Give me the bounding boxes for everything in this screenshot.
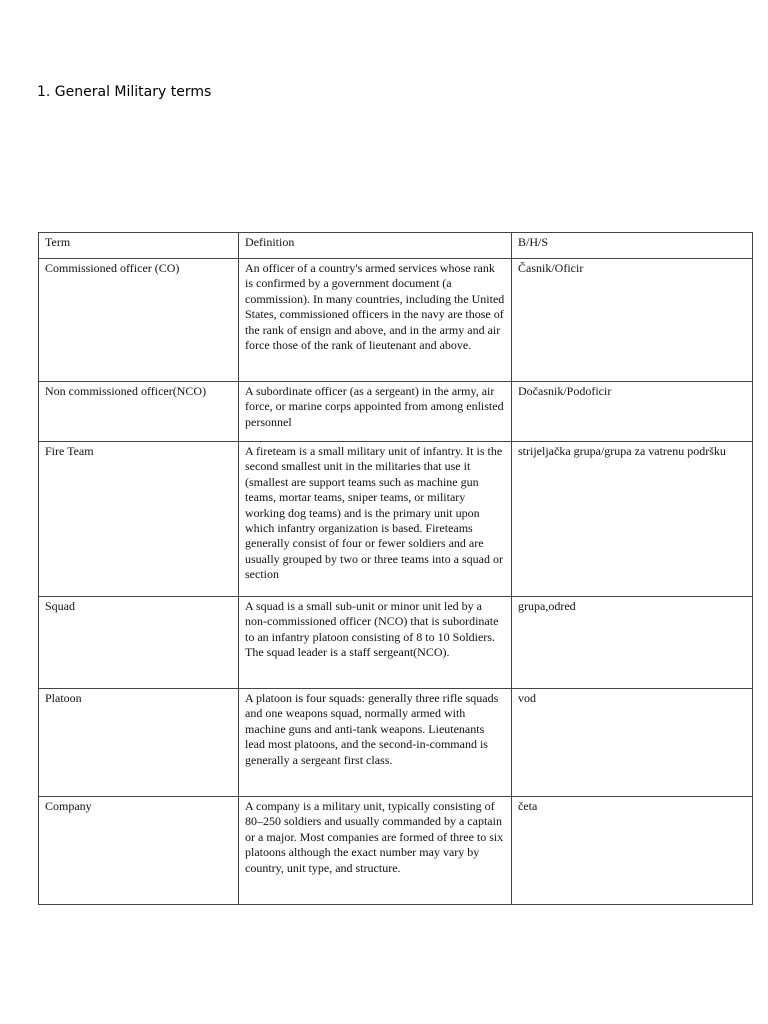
header-definition: Definition bbox=[239, 233, 512, 259]
term-cell: Commissioned officer (CO) bbox=[39, 259, 239, 382]
bhs-cell: vod bbox=[512, 689, 753, 797]
section-heading: 1. General Military terms bbox=[37, 84, 212, 100]
table-row bbox=[39, 597, 753, 689]
definition-cell: A squad is a small sub-unit or minor unit led by a non-commissioned officer (NCO) that is subordinate to an infantry platoon consisting of 8 to 10 Soldiers. The squad leader is a staff sergeant(NCO). bbox=[239, 597, 512, 689]
bhs-cell: grupa,odred bbox=[512, 597, 753, 689]
bhs-cell: Časnik/Oficir bbox=[512, 259, 753, 382]
term-cell: Platoon bbox=[39, 689, 239, 797]
bhs-cell: strijeljačka grupa/grupa za vatrenu podršku bbox=[512, 442, 753, 597]
table-row bbox=[39, 382, 753, 442]
definition-cell: An officer of a country's armed services whose rank is confirmed by a government document (a commission). In many countries, including the United States, commissioned officers in the navy are those of the rank of ensign and above, and in the army and air force those of the rank of lieutenant and above. bbox=[239, 259, 512, 382]
definition-cell: A company is a military unit, typically consisting of 80–250 soldiers and usually commanded by a captain or a major. Most companies are formed of three to six platoons although the exact number may vary by country, unit type, and structure. bbox=[239, 797, 512, 905]
term-cell: Non commissioned officer(NCO) bbox=[39, 382, 239, 442]
header-term: Term bbox=[39, 233, 239, 259]
table-row bbox=[39, 689, 753, 797]
table-header-row bbox=[39, 233, 753, 259]
term-cell: Fire Team bbox=[39, 442, 239, 597]
definition-cell: A fireteam is a small military unit of infantry. It is the second smallest unit in the militaries that use it (smallest are support teams such as machine gun teams, mortar teams, sniper teams, or military working dog teams) and is the primary unit upon which infantry organization is based. Fireteams generally consist of four or fewer soldiers and are usually grouped by two or three teams into a squad or section bbox=[239, 442, 512, 597]
table-row bbox=[39, 259, 753, 382]
definition-cell: A platoon is four squads: generally three rifle squads and one weapons squad, normally armed with machine guns and anti-tank weapons. Lieutenants lead most platoons, and the second-in-command is generally a sergeant first class. bbox=[239, 689, 512, 797]
definition-cell: A subordinate officer (as a sergeant) in the army, air force, or marine corps appointed from among enlisted personnel bbox=[239, 382, 512, 442]
bhs-cell: četa bbox=[512, 797, 753, 905]
bhs-cell: Dočasnik/Podoficir bbox=[512, 382, 753, 442]
header-bhs: B/H/S bbox=[512, 233, 753, 259]
table-row bbox=[39, 442, 753, 597]
table-row bbox=[39, 797, 753, 905]
term-cell: Squad bbox=[39, 597, 239, 689]
military-terms-table bbox=[38, 232, 753, 905]
term-cell: Company bbox=[39, 797, 239, 905]
